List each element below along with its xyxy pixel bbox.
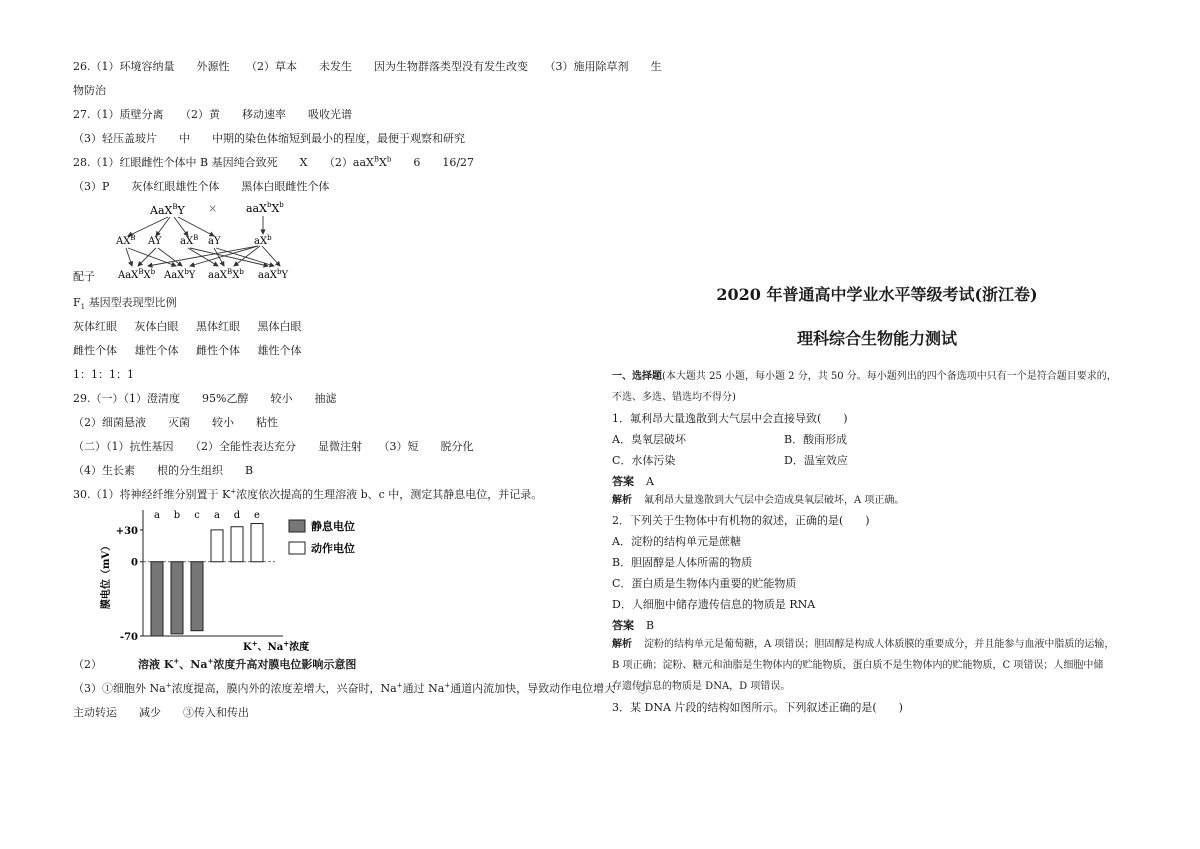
ratio: 1：1：1：1 (73, 368, 134, 381)
q29-line-2: （2）细菌悬液 灭菌 较小 粘性 (73, 416, 278, 429)
genetic-cross-diagram (108, 198, 348, 284)
section-head-label: 一、选择题 (612, 371, 662, 382)
q28-line-2: （3）P 灰体红眼雄性个体 黑体白眼雌性个体 (73, 180, 330, 193)
phenotype-4: 黑体白眼 (257, 320, 302, 333)
resting-potential-bar (171, 562, 183, 634)
exam-subtitle: 理科综合生物能力测试 (796, 329, 957, 348)
analysis-label: 解析 (612, 495, 632, 506)
q30-c4: 通道内流加快，导致动作电位增大 ② (450, 682, 649, 695)
category-label: a (214, 510, 220, 521)
q2-option-d: D．人细胞中储存遗传信息的物质是 RNA (612, 598, 816, 611)
phenotype-1: 灰体红眼 (73, 320, 117, 333)
cross-sign: × (208, 202, 218, 215)
caption-b: 、Na (179, 658, 208, 671)
q26-line-2: 物防治 (73, 84, 106, 97)
gamete-5: $aX^b$ (254, 234, 272, 247)
sex-1: 雌性个体 (73, 344, 117, 357)
q28-sup-2: b (386, 155, 392, 164)
q27-line-2: （3）轻压盖玻片 中 中期的染色体缩短到最小的程度，最便于观察和研究 (73, 132, 465, 145)
resting-potential-bar (151, 562, 163, 636)
q29-line-3: （二）（1）抗性基因 （2）全能性表达充分 显微注射 （3）短 脱分化 (73, 440, 474, 453)
legend-swatch (289, 542, 305, 554)
f1-text: 基因型表现型比例 (85, 296, 177, 309)
legend-label: 动作电位 (311, 542, 355, 555)
q2-analysis-2: B 项正确；淀粉、糖元和油脂是生物体内的贮能物质，蛋白质不是生物体内的贮能物质，C 项错误；人细胞中储 (612, 660, 1104, 671)
exam-title: 2020 年普通高中学业水平等级考试(浙江卷) (716, 285, 1038, 304)
gametes-label: 配子 (73, 270, 95, 283)
answer-label-2: 答案 (612, 619, 634, 632)
q1-option-c: C．水体污染 (612, 454, 676, 467)
phenotype-row (73, 320, 302, 334)
q1-option-d: D．温室效应 (784, 454, 848, 467)
category-label: e (254, 510, 260, 521)
legend-swatch (289, 520, 305, 532)
category-label: c (194, 510, 200, 521)
q2-answer-value: B (646, 619, 655, 632)
q28-text-mid: X (379, 156, 387, 169)
y-axis-label: 膜电位（mV） (101, 540, 112, 610)
sex-4: 雄性个体 (257, 344, 302, 357)
f1-heading (73, 296, 177, 310)
gamete-3: $aX^B$ (180, 234, 199, 247)
q1-option-a: A．臭氧层破坏 (612, 433, 686, 446)
gamete-2: AY (148, 236, 162, 247)
q2-option-a: A．淀粉的结构单元是蔗糖 (612, 535, 741, 548)
f1-f: F (73, 296, 81, 309)
parent-female: $aaX^bX^b$ (246, 201, 284, 215)
q1-answer (612, 475, 654, 489)
sex-3: 雌性个体 (196, 344, 240, 357)
category-label: d (233, 510, 241, 521)
q2-analysis-1 (612, 638, 1114, 652)
q30-sup: + (230, 487, 237, 496)
action-potential-bar (211, 530, 223, 562)
action-potential-bar (231, 527, 243, 562)
offspring-3: $aaX^BX^b$ (208, 268, 244, 281)
q30-caption: （2） 溶液 K+、Na+浓度升高对膜电位影响示意图 (73, 656, 357, 671)
gamete-1: $AX^B$ (116, 234, 136, 247)
answer-label: 答案 (612, 475, 634, 488)
q28-sup-1: B (373, 155, 380, 164)
phenotype-2: 灰体白眼 (134, 320, 179, 333)
q1-stem: 1．氟利昂大量逸散到大气层中会直接导致( ) (612, 412, 848, 425)
gamete-row (115, 234, 272, 247)
caption-c: 浓度升高对膜电位影响示意图 (213, 658, 357, 671)
q1-analysis (612, 494, 904, 508)
q2-analysis-3: 存遗传信息的物质是 DNA，D 项错误。 (612, 681, 791, 692)
parent-male: AaX$^B$Y (150, 203, 185, 217)
q1-option-b: B．酸雨形成 (784, 433, 848, 446)
offspring-2: AaX$^b$Y (164, 268, 196, 281)
q2-stem: 2．下列关于生物体中有机物的叙述，正确的是( ) (612, 514, 870, 527)
offspring-1: $AaX^BX^b$ (118, 268, 156, 281)
f1-sub: 1 (80, 303, 86, 312)
q28-text-b: 6 16/27 (391, 156, 475, 169)
q30-line-4: 主动转运 减少 ③传入和传出 (73, 706, 249, 719)
q26-line-1: 26.（1）环境容纳量 外源性 （2）草本 未发生 因为生物群落类型没有发生改变 （3）施用除草剂 生 (73, 60, 662, 73)
section-heading-2: 不选、多选、错选均不得分) (612, 392, 736, 403)
q30-text-b: 浓度依次提高的生理溶液 b、c 中，测定其静息电位，并记录。 (236, 488, 543, 501)
q28-line-1 (73, 156, 474, 170)
q1-analysis-text: 氟利昂大量逸散到大气层中会造成臭氧层破坏，A 项正确。 (644, 495, 905, 506)
q30-c1: （3）①细胞外 Na (73, 682, 166, 695)
y-tick-label: 0 (131, 557, 138, 569)
q30-c2: 浓度提高，膜内外的浓度差增大，兴奋时，Na (171, 682, 397, 695)
caption-a: 溶液 K (138, 658, 174, 671)
section-head-text: (本大题共 25 小题，每小题 2 分，共 50 分。每小题列出的四个备选项中只有一个是符合题目要求的， (662, 371, 1117, 382)
q2-analysis-text-1: 淀粉的结构单元是葡萄糖，A 项错误；胆固醇是构成人体质膜的重要成分，并且能参与血液中脂质的运输， (644, 639, 1115, 650)
y-tick-label: -70 (119, 632, 138, 643)
sex-row (73, 344, 302, 358)
q3-stem: 3．某 DNA 片段的结构如图所示。下列叙述正确的是( ) (612, 701, 903, 714)
resting-potential-bar (191, 562, 203, 631)
q2-option-b: B．胆固醇是人体所需的物质 (612, 556, 753, 569)
section-heading (612, 370, 1117, 384)
offspring-row (117, 268, 289, 281)
phenotype-3: 黑体红眼 (196, 320, 240, 333)
gamete-4: aY (208, 236, 221, 247)
legend-label: 静息电位 (311, 520, 355, 533)
chart-legend (289, 519, 355, 555)
q27-line-1: 27.（1）质壁分离 （2）黄 移动速率 吸收光谱 (73, 108, 352, 121)
x-axis-label: K+、Na+浓度 (243, 639, 310, 653)
category-label: a (154, 510, 160, 521)
y-tick-label: +30 (115, 525, 138, 537)
membrane-potential-chart (95, 504, 395, 654)
q29-line-4: （4）生长素 根的分生组织 B (73, 464, 254, 477)
q28-text-a: 28.（1）红眼雌性个体中 B 基因纯合致死 X （2）aaX (73, 156, 374, 169)
q30-caption-num: （2） (73, 658, 102, 671)
offspring-4: aaX$^b$Y (258, 268, 289, 281)
q1-answer-value: A (646, 475, 654, 488)
q30-line-1 (73, 488, 542, 502)
analysis-label-2: 解析 (612, 639, 632, 650)
q2-answer (612, 619, 654, 633)
sex-2: 雄性个体 (134, 344, 179, 357)
q30-c3: 通过 Na (402, 682, 445, 695)
action-potential-bar (251, 524, 263, 562)
q30-line-3: （3）①细胞外 Na+浓度提高，膜内外的浓度差增大，兴奋时，Na+通过 Na+通道内流加快，导致动作电位增大 ② (73, 681, 649, 695)
q29-line-1: 29.（一）（1）澄清度 95%乙醇 较小 抽滤 (73, 392, 337, 405)
q2-option-c: C．蛋白质是生物体内重要的贮能物质 (612, 577, 797, 590)
q30-text-a: 30.（1）将神经纤维分别置于 K (73, 488, 231, 501)
category-label: b (173, 510, 181, 521)
